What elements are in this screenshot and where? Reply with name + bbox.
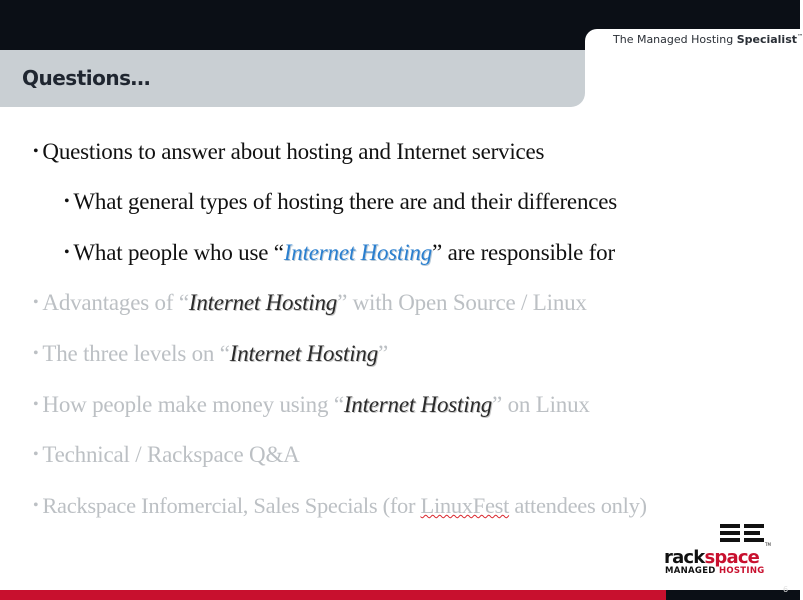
bullet-text: Advantages of “	[42, 290, 189, 315]
highlighted-term: Internet Hosting	[283, 240, 433, 265]
bullet-icon: •	[33, 294, 39, 311]
bullet-item	[33, 392, 590, 418]
spellcheck-flagged-word: LinuxFest	[420, 493, 510, 518]
tagline	[613, 33, 803, 46]
sub-bullet-item	[64, 240, 615, 266]
highlighted-term: Internet Hosting	[229, 341, 378, 366]
bullet-item	[33, 493, 647, 519]
bullet-icon: •	[33, 497, 39, 514]
logo-sub-red: HOSTING	[718, 566, 765, 576]
rackspace-logo	[664, 524, 770, 576]
bullet-icon: •	[33, 345, 39, 362]
bullet-text: Technical / Rackspace Q&A	[42, 442, 300, 467]
bullet-icon: •	[33, 446, 39, 463]
footer-black-bar	[666, 590, 800, 600]
bullet-item	[33, 442, 300, 468]
logo-word-black: rack	[664, 547, 705, 568]
bullet-text: The three levels on “	[42, 341, 230, 366]
sub-bullet-item	[64, 189, 617, 215]
bullet-item	[33, 290, 587, 316]
bullet-text: ” on Linux	[492, 392, 590, 417]
bullet-icon: •	[33, 143, 39, 160]
slide-title: Questions…	[22, 66, 151, 90]
tagline-bold: Specialist	[736, 33, 798, 46]
trademark: ™	[797, 33, 803, 41]
bullet-text: What general types of hosting there are and their differences	[73, 189, 618, 214]
rackspace-grid-logo-icon	[720, 524, 771, 548]
highlighted-term: Internet Hosting	[188, 290, 338, 315]
bullet-text: What people who use “	[73, 240, 284, 265]
bullet-item	[33, 341, 388, 367]
bullet-text: ” with Open Source / Linux	[337, 290, 587, 315]
tagline-prefix: The Managed Hosting	[613, 33, 737, 46]
bullet-text: Questions to answer about hosting and Internet services	[42, 139, 545, 164]
logo-word-red: space	[704, 547, 760, 568]
bullet-text: attendees only)	[509, 493, 647, 518]
footer-red-bar	[0, 590, 666, 600]
bullet-text: ”	[378, 341, 389, 366]
logo-subtitle	[665, 566, 765, 576]
bullet-item	[33, 139, 544, 165]
bullet-icon: •	[33, 396, 39, 413]
bullet-text: ” are responsible for	[432, 240, 615, 265]
logo-sub-black: MANAGED	[665, 566, 716, 576]
svg-text:TM: TM	[765, 542, 771, 547]
bullet-text: Rackspace Infomercial, Sales Specials (for	[42, 493, 421, 518]
bullet-icon: •	[64, 244, 70, 261]
bullet-icon: •	[64, 193, 70, 210]
highlighted-term: Internet Hosting	[343, 392, 493, 417]
bullet-text: How people make money using “	[42, 392, 344, 417]
page-number: 6	[783, 585, 789, 594]
logo-wordmark	[664, 547, 759, 568]
